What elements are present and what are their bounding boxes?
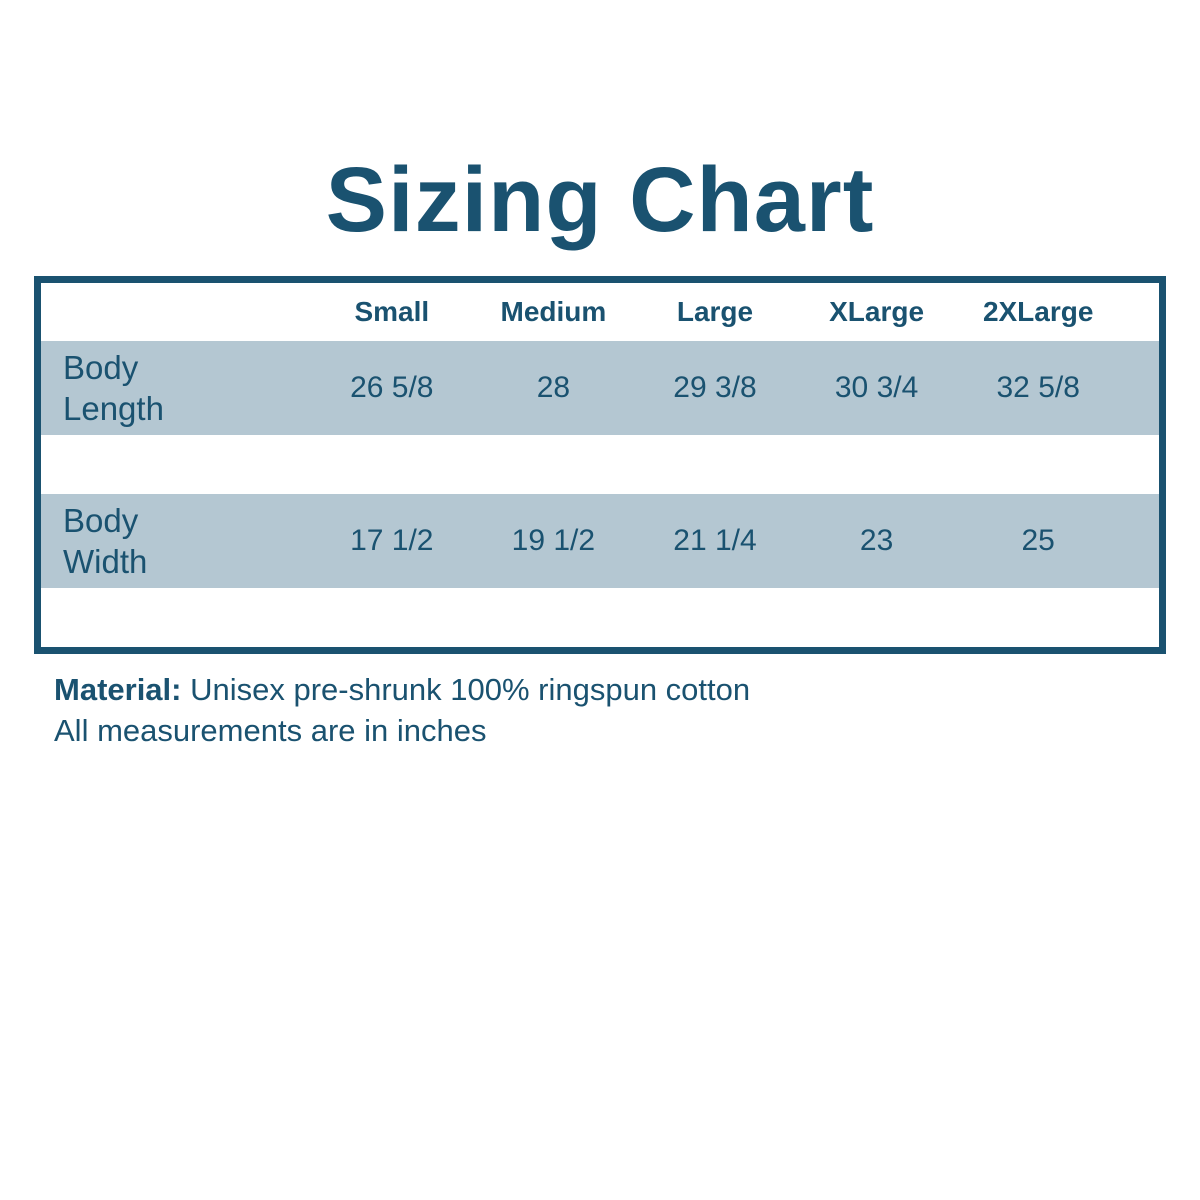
measurements-note: All measurements are in inches: [54, 712, 487, 748]
material-label: Material:: [54, 671, 182, 707]
column-header-large: Large: [676, 295, 754, 327]
table-spacer-row: [41, 435, 1159, 494]
body-width-small: 17 1/2: [350, 523, 434, 557]
body-width-medium: 19 1/2: [511, 523, 596, 557]
row-label-body-length: [41, 347, 311, 430]
body-width-xlarge: 23: [859, 523, 894, 557]
material-value: Unisex pre-shrunk 100% ringspun cotton: [181, 671, 751, 707]
material-line: [54, 670, 1200, 711]
table-row-body-width: [41, 494, 1159, 588]
body-width-2xlarge: 25: [1021, 523, 1055, 557]
body-length-2xlarge: 32 5/8: [996, 370, 1080, 404]
table-row-body-length: [41, 341, 1159, 435]
row-label-text: Body Width: [63, 501, 148, 580]
column-header-2xlarge: 2XLarge: [982, 295, 1094, 327]
row-label-text: Body Length: [63, 348, 164, 427]
column-header-medium: Medium: [500, 295, 607, 327]
body-length-large: 29 3/8: [673, 370, 757, 404]
body-length-medium: 28: [536, 370, 571, 404]
column-header-xlarge: XLarge: [829, 295, 925, 327]
body-width-large: 21 1/4: [673, 523, 757, 557]
table-spacer-row: [41, 588, 1159, 647]
body-length-xlarge: 30 3/4: [834, 370, 919, 404]
table-header-row: [41, 283, 1159, 341]
footer-notes: [54, 670, 1200, 752]
row-label-body-width: [41, 500, 311, 583]
page-title: Sizing Chart: [325, 149, 875, 251]
column-header-small: Small: [354, 295, 430, 327]
sizing-table: [34, 276, 1166, 654]
body-length-small: 26 5/8: [350, 370, 434, 404]
